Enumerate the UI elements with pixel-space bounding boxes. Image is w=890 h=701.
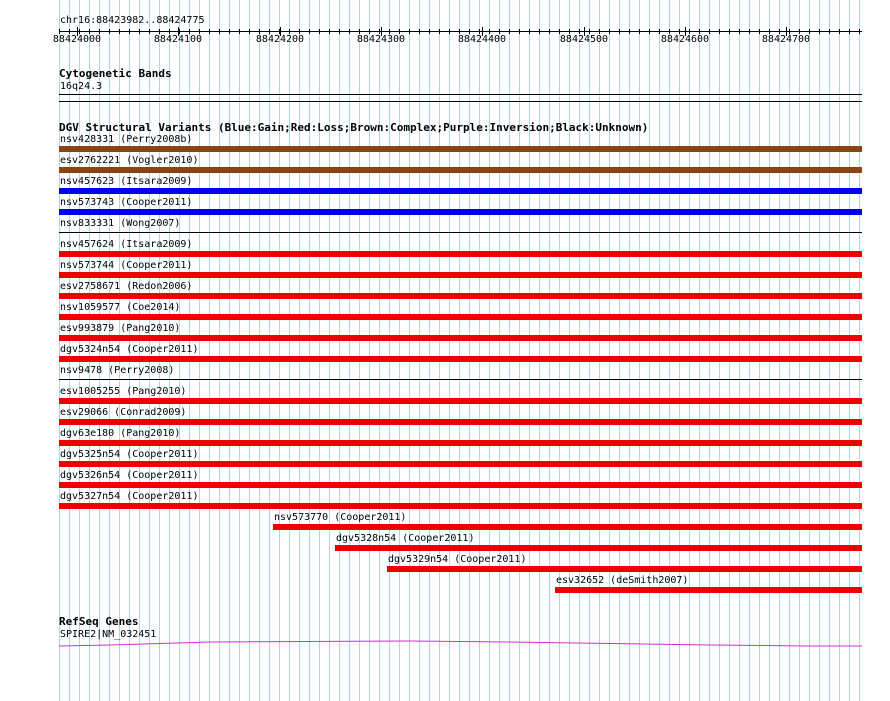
variant-label[interactable]: nsv833331 (Wong2007) [60, 218, 181, 229]
variant-label[interactable]: nsv573743 (Cooper2011) [60, 197, 193, 208]
ruler-minor-tick [209, 29, 210, 34]
variant-label[interactable]: esv993879 (Pang2010) [60, 323, 181, 334]
ruler-minor-tick [709, 29, 710, 34]
ruler-minor-tick [119, 29, 120, 34]
variant-bar-gain[interactable] [59, 188, 862, 194]
ruler-tick-label: 88424300 [356, 34, 406, 45]
variant-bar-loss[interactable] [59, 440, 862, 446]
ruler-minor-tick [329, 29, 330, 34]
ruler-minor-tick [529, 29, 530, 34]
variant-bar-loss[interactable] [59, 503, 862, 509]
variant-bar-loss[interactable] [273, 524, 862, 530]
ruler-tick-label: 88424100 [153, 34, 203, 45]
ruler-minor-tick [749, 29, 750, 34]
variant-bar-loss[interactable] [59, 272, 862, 278]
ruler-minor-tick [149, 29, 150, 34]
refseq-gene-glyph[interactable] [0, 636, 890, 650]
cytoband-line-top [59, 94, 862, 95]
variant-label[interactable]: nsv1059577 (Coe2014) [60, 302, 181, 313]
variant-label[interactable]: esv32652 (deSmith2007) [556, 575, 689, 586]
ruler-minor-tick [229, 29, 230, 34]
variant-label[interactable]: nsv573744 (Cooper2011) [60, 260, 193, 271]
ruler-minor-tick [719, 29, 720, 34]
variant-bar-loss[interactable] [59, 293, 862, 299]
ruler-minor-tick [439, 29, 440, 34]
cytoband-track-title[interactable]: Cytogenetic Bands [59, 67, 172, 80]
variant-label[interactable]: dgv5328n54 (Cooper2011) [336, 533, 475, 544]
variant-label[interactable]: nsv573770 (Cooper2011) [274, 512, 407, 523]
variant-label[interactable]: dgv5326n54 (Cooper2011) [60, 470, 199, 481]
variant-label[interactable]: dgv5329n54 (Cooper2011) [388, 554, 527, 565]
variant-bar-complex[interactable] [59, 146, 862, 152]
ruler-minor-tick [819, 29, 820, 34]
ruler-minor-tick [139, 29, 140, 34]
variant-bar-unknown[interactable] [59, 379, 862, 380]
variant-label[interactable]: nsv457624 (Itsara2009) [60, 239, 193, 250]
ruler-tick-label: 88424500 [559, 34, 609, 45]
ruler-minor-tick [219, 29, 220, 34]
variant-label[interactable]: nsv457623 (Itsara2009) [60, 176, 193, 187]
ruler-minor-tick [249, 29, 250, 34]
variant-label[interactable]: nsv428331 (Perry2008b) [60, 134, 193, 145]
ruler-minor-tick [419, 29, 420, 34]
ruler-minor-tick [629, 29, 630, 34]
ruler-minor-tick [129, 29, 130, 34]
ruler-minor-tick [429, 29, 430, 34]
ruler-minor-tick [109, 29, 110, 34]
cytoband-label[interactable]: 16q24.3 [60, 81, 103, 92]
ruler-minor-tick [539, 29, 540, 34]
variant-label[interactable]: esv1005255 (Pang2010) [60, 386, 187, 397]
ruler-minor-tick [549, 29, 550, 34]
variant-label[interactable]: dgv5324n54 (Cooper2011) [60, 344, 199, 355]
ruler-minor-tick [409, 29, 410, 34]
ruler-tick-label: 88424200 [255, 34, 305, 45]
refseq-gene-line [59, 641, 862, 646]
ruler-tick-label: 88424400 [457, 34, 507, 45]
ruler-minor-tick [639, 29, 640, 34]
variant-label[interactable]: esv29066 (Conrad2009) [60, 407, 187, 418]
ruler-minor-tick [509, 29, 510, 34]
cytoband-line-bottom [59, 101, 862, 102]
variant-bar-gain[interactable] [59, 209, 862, 215]
ruler-minor-tick [659, 29, 660, 34]
variant-label[interactable]: dgv5327n54 (Cooper2011) [60, 491, 199, 502]
ruler-tick-label: 88424600 [660, 34, 710, 45]
ruler-tick-label: 88424700 [761, 34, 811, 45]
ruler-minor-tick [619, 29, 620, 34]
ruler-minor-tick [449, 29, 450, 34]
ruler-minor-tick [859, 29, 860, 34]
variant-bar-loss[interactable] [59, 335, 862, 341]
variant-bar-loss[interactable] [59, 482, 862, 488]
variant-bar-loss[interactable] [387, 566, 862, 572]
ruler-tick-label: 88424000 [52, 34, 102, 45]
variant-label[interactable]: esv2758671 (Redon2006) [60, 281, 193, 292]
variant-bar-complex[interactable] [59, 167, 862, 173]
ruler-minor-tick [609, 29, 610, 34]
refseq-track-title[interactable]: RefSeq Genes [59, 615, 139, 628]
ruler-minor-tick [349, 29, 350, 34]
ruler-minor-tick [649, 29, 650, 34]
variant-label[interactable]: dgv5325n54 (Cooper2011) [60, 449, 199, 460]
variant-bar-loss[interactable] [335, 545, 862, 551]
variant-label[interactable]: dgv63e180 (Pang2010) [60, 428, 181, 439]
variant-bar-loss[interactable] [59, 356, 862, 362]
variant-bar-loss[interactable] [59, 419, 862, 425]
ruler-minor-tick [839, 29, 840, 34]
refseq-gene-label[interactable]: SPIRE2|NM_032451 [60, 629, 157, 640]
variant-bar-loss[interactable] [59, 251, 862, 257]
ruler-minor-tick [339, 29, 340, 34]
ruler-minor-tick [309, 29, 310, 34]
variant-label[interactable]: esv2762221 (Vogler2010) [60, 155, 199, 166]
region-label: chr16:88423982..88424775 [60, 15, 205, 26]
variant-label[interactable]: nsv9478 (Perry2008) [60, 365, 175, 376]
variant-bar-loss[interactable] [59, 314, 862, 320]
ruler-minor-tick [519, 29, 520, 34]
ruler-minor-tick [849, 29, 850, 34]
variant-bar-unknown[interactable] [59, 232, 862, 233]
variant-bar-loss[interactable] [555, 587, 862, 593]
ruler-minor-tick [759, 29, 760, 34]
ruler-minor-tick [239, 29, 240, 34]
ruler-minor-tick [729, 29, 730, 34]
ruler-minor-tick [739, 29, 740, 34]
ruler-minor-tick [319, 29, 320, 34]
variant-bar-loss[interactable] [59, 461, 862, 467]
dgv-track-title[interactable]: DGV Structural Variants (Blue:Gain;Red:Loss;Brown:Complex;Purple:Inversion;Black:Unknown) [59, 121, 649, 134]
ruler-minor-tick [829, 29, 830, 34]
variant-bar-loss[interactable] [59, 398, 862, 404]
